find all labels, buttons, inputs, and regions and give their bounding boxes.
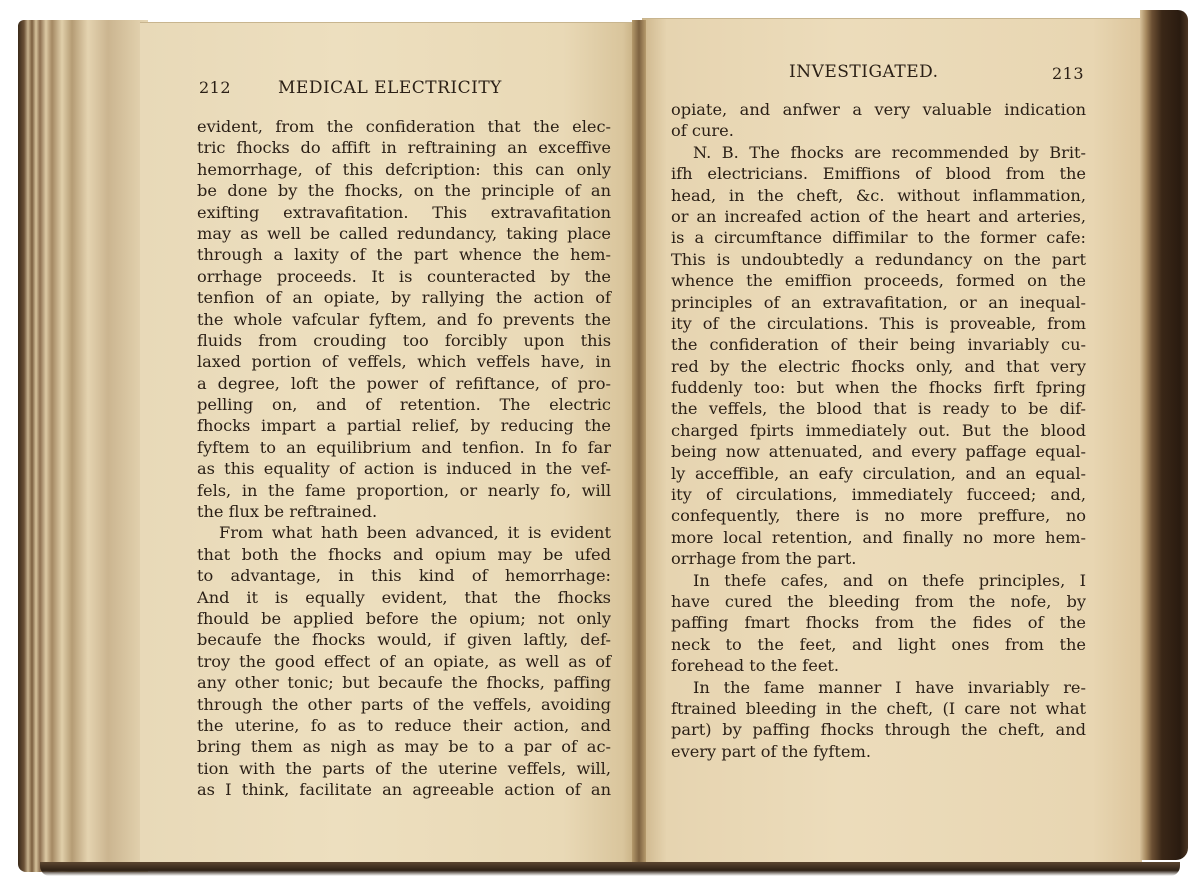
- text-line: From what hath been advanced, it is evident: [219, 523, 611, 543]
- text-line: through a laxity of the part whence the hem-: [197, 245, 611, 265]
- text-line: neck to the feet, and light ones from the: [671, 634, 1086, 654]
- text-line: fyftem to an equilibrium and tenfion. In fo far: [197, 437, 611, 457]
- text-line: charged fpirts immediately out. But the blood: [671, 420, 1086, 440]
- text-line: bring them as nigh as may be to a par of ac-: [197, 737, 611, 757]
- text-line: to advantage, in this kind of hemorrhage:: [197, 566, 611, 586]
- left-running-head: MEDICAL ELECTRICITY: [278, 78, 502, 98]
- right-running-head: INVESTIGATED.: [789, 62, 939, 82]
- text-line: orrhage from the part.: [671, 549, 857, 569]
- text-line: laxed portion of veffels, which veffels have, in: [197, 352, 611, 372]
- text-line: opiate, and anfwer a very valuable indication: [671, 100, 1086, 119]
- text-line: fhocks impart a partial relief, by reducing the: [197, 416, 611, 436]
- text-line: ity of circulations, immediately fucceed; and,: [671, 485, 1086, 505]
- text-line: have cured the bleeding from the nofe, by: [671, 591, 1086, 611]
- text-line: whence the emiffion proceeds, formed on the: [671, 271, 1086, 291]
- left-page-text: [197, 116, 611, 801]
- text-line: principles of an extravafitation, or an inequal-: [671, 292, 1086, 312]
- text-line: ly acceffible, an eafy circulation, and an equal-: [671, 463, 1086, 483]
- text-line: forehead to the feet.: [671, 656, 840, 676]
- text-line: or an increafed action of the heart and arteries,: [671, 206, 1086, 226]
- text-line: fluids from crouding too forcibly upon this: [197, 330, 611, 350]
- text-line: ity of the circulations. This is proveable, from: [671, 313, 1086, 333]
- text-line: This is undoubtedly a redundancy on the part: [671, 249, 1086, 269]
- text-line: part) by paffing fhocks through the cheft, and: [671, 720, 1086, 740]
- text-line: that both the fhocks and opium may be ufed: [197, 544, 611, 564]
- text-line: every part of the fyftem.: [671, 741, 871, 761]
- text-line: fhould be applied before the opium; not only: [197, 608, 611, 628]
- text-line: evident, from the confideration that the elec-: [197, 117, 611, 136]
- left-page-number: 212: [199, 78, 232, 97]
- right-page-number: 213: [1052, 64, 1085, 83]
- text-line: In thefe cafes, and on thefe principles, I: [693, 570, 1086, 590]
- text-line: any other tonic; but becaufe the fhocks, paffing: [197, 673, 611, 693]
- text-line: the confideration of their being invariably cu-: [671, 335, 1086, 355]
- text-line: a degree, loft the power of refiftance, of pro-: [197, 373, 611, 393]
- text-line: be done by the fhocks, on the principle of an: [197, 181, 611, 201]
- text-line: pelling on, and of retention. The electric: [197, 395, 611, 415]
- text-line: the veffels, the blood that is ready to be dif-: [671, 399, 1086, 419]
- text-line: fels, in the fame proportion, or nearly fo, will: [197, 480, 611, 500]
- text-line: as I think, facilitate an agreeable action of an: [197, 780, 611, 800]
- text-line: And it is equally evident, that the fhocks: [197, 587, 611, 607]
- text-line: In the fame manner I have invariably re-: [693, 677, 1086, 697]
- text-line: tenfion of an opiate, by rallying the action of: [197, 288, 611, 308]
- text-line: is a circumftance diffimilar to the former cafe:: [671, 228, 1086, 248]
- text-line: N. B. The fhocks are recommended by Brit-: [693, 142, 1086, 162]
- text-line: tion with the parts of the uterine veffels, will,: [197, 758, 611, 778]
- text-line: paffing fmart fhocks from the fides of the: [671, 613, 1086, 633]
- text-line: being now attenuated, and every paffage equal-: [671, 442, 1086, 462]
- text-line: the uterine, fo as to reduce their action, and: [197, 715, 611, 735]
- text-line: troy the good effect of an opiate, as well as of: [197, 651, 611, 671]
- text-line: may as well be called redundancy, taking place: [197, 223, 611, 243]
- text-line: of cure.: [671, 121, 734, 141]
- book-gutter: [632, 20, 646, 868]
- text-line: fuddenly too: but when the fhocks firft fpring: [671, 378, 1086, 398]
- right-page-edges: [1140, 10, 1188, 860]
- text-line: tric fhocks do affift in reftraining an exceffive: [197, 138, 611, 158]
- text-line: red by the electric fhocks only, and that very: [671, 356, 1086, 376]
- right-page-text: [671, 99, 1086, 762]
- text-line: hemorrhage, of this defcription: this can only: [197, 159, 611, 179]
- text-line: more local retention, and finally no more hem-: [671, 527, 1086, 547]
- text-line: ifh electricians. Emiffions of blood from the: [671, 164, 1086, 184]
- text-line: the whole vafcular fyftem, and fo prevents the: [197, 309, 611, 329]
- text-line: head, in the cheft, &c. without inflammation,: [671, 185, 1086, 205]
- text-line: as this equality of action is induced in the vef-: [197, 459, 611, 479]
- text-line: confequently, there is no more preffure, no: [671, 506, 1086, 526]
- text-line: orrhage proceeds. It is counteracted by the: [197, 266, 611, 286]
- text-line: becaufe the fhocks would, if given laftly, def-: [197, 630, 611, 650]
- text-line: exifting extravafitation. This extravafitation: [197, 202, 611, 222]
- book-bottom-edge: [40, 862, 1180, 876]
- text-line: ftrained bleeding in the cheft, (I care not what: [671, 698, 1086, 718]
- text-line: the flux be reftrained.: [197, 502, 378, 522]
- text-line: through the other parts of the veffels, avoiding: [197, 694, 611, 714]
- left-page-edges: [18, 20, 148, 872]
